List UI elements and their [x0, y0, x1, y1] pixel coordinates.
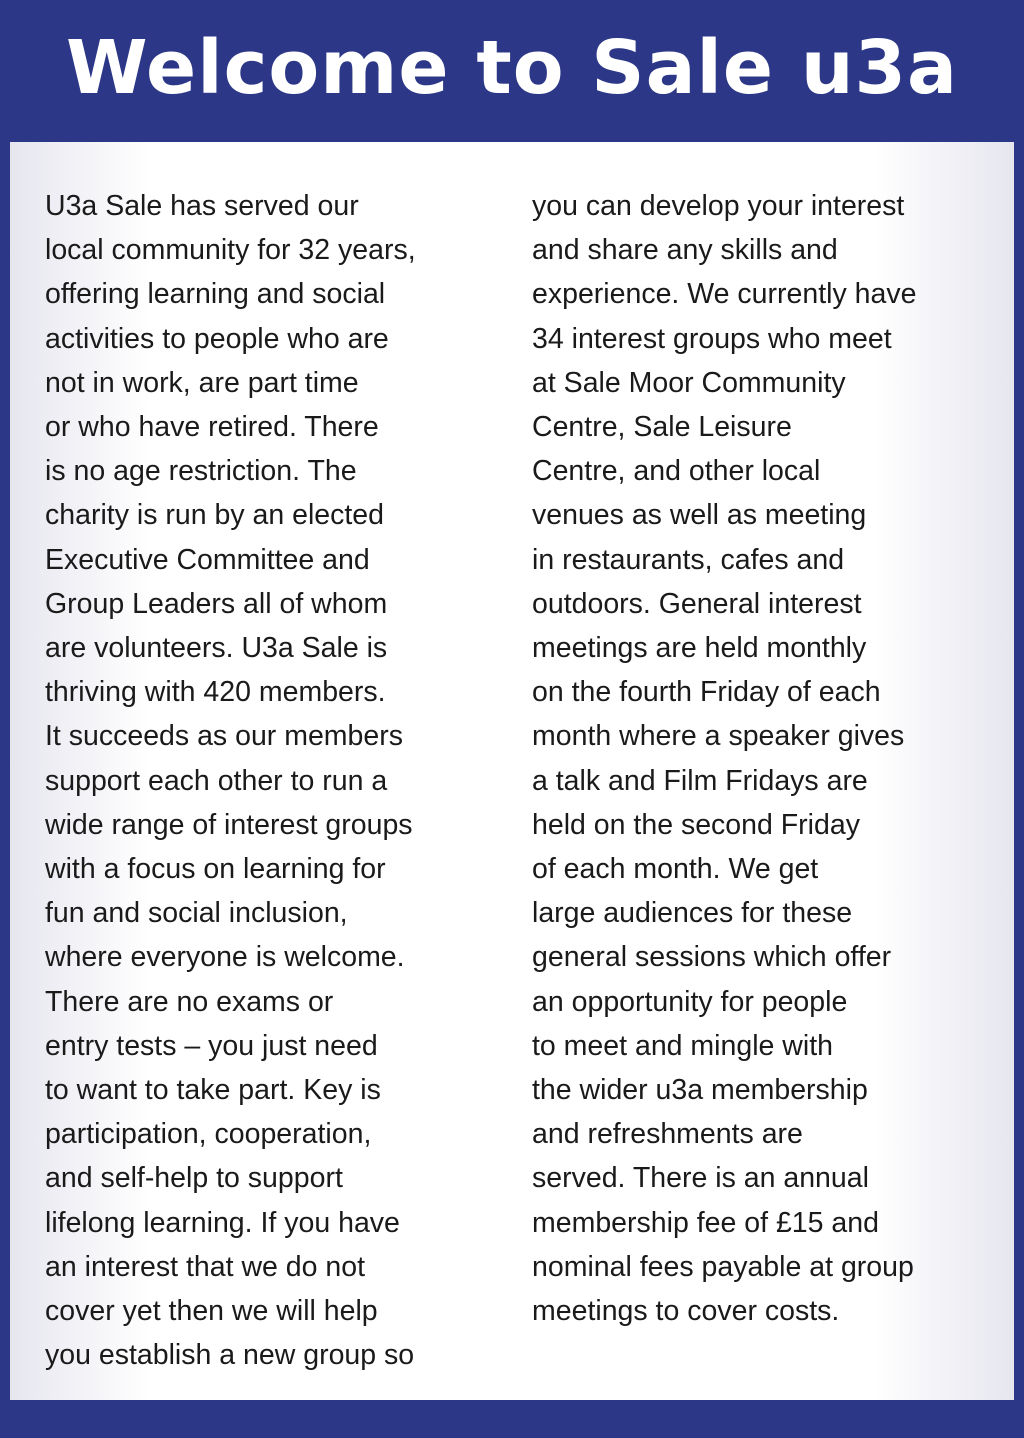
footer-band: [0, 1400, 1024, 1438]
page-title: Welcome to Sale u3a: [66, 25, 958, 111]
article-panel: [10, 142, 1014, 1400]
header-banner: [0, 0, 1024, 142]
article-column-left: U3a Sale has served our local community for 32 years, offering learning and social activities to people who are not in work, are part time or who have retired. There is no age restriction. The charity is run by an elected Executive Committee and Group Leaders all of whom are volunteers. U3a Sale is thriving with 420 members. It succeeds as our members support each other to run a wide range of interest groups with a focus on learning for fun and social inclusion, where everyone is welcome. There are no exams or entry tests – you just need to want to take part. Key is participation, cooperation, and self-help to support lifelong learning. If you have an interest that we do not cover yet then we will help you establish a new group so: [45, 190, 416, 1372]
article-column-right: you can develop your interest and share any skills and experience. We currently have 34 interest groups who meet at Sale Moor Community Centre, Sale Leisure Centre, and other local venues as well as meeting in restaurants, cafes and outdoors. General interest meetings are held monthly on the fourth Friday of each month where a speaker gives a talk and Film Fridays are held on the second Friday of each month. We get large audiences for these general sessions which offer an opportunity for people to meet and mingle with the wider u3a membership and refreshments are served. There is an annual membership fee of £15 and nominal fees payable at group meetings to cover costs.: [532, 190, 917, 1328]
